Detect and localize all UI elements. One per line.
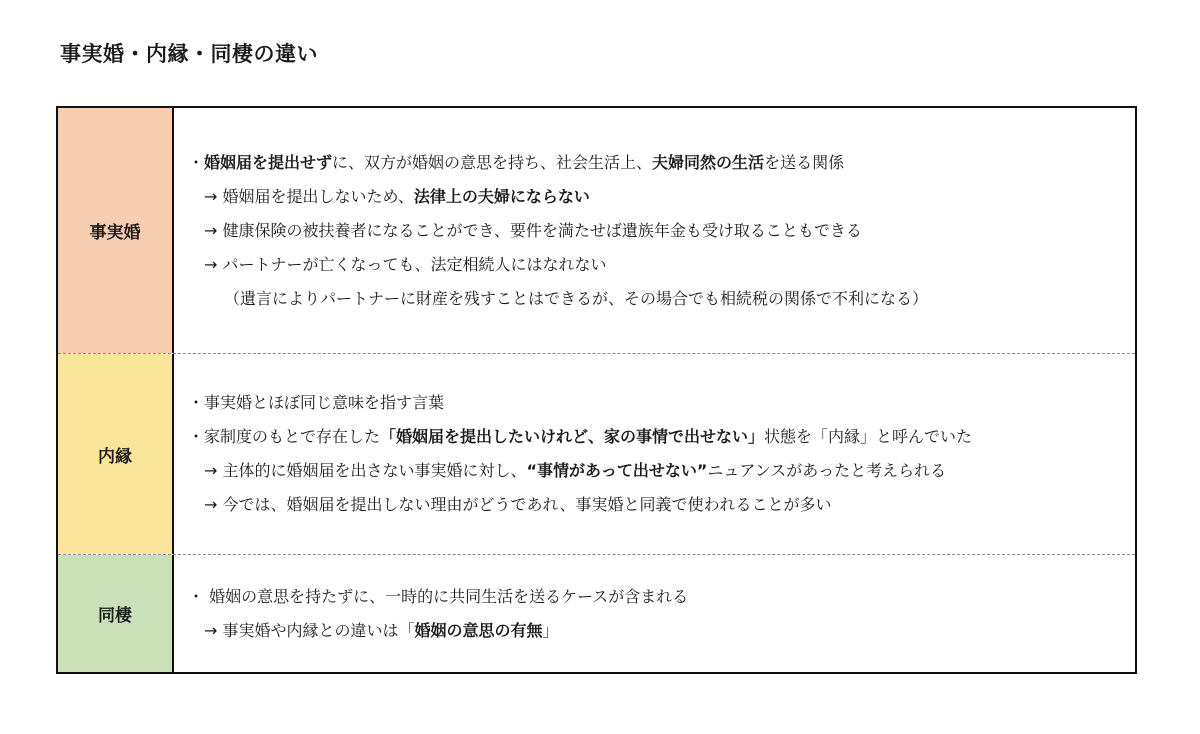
content-line: → パートナーが亡くなっても、法定相続人にはなれない (204, 254, 607, 274)
content-line: → 今では、婚姻届を提出しない理由がどうであれ、事実婚と同義で使われることが多い (204, 495, 832, 514)
content-line: → 健康保険の被扶養者になることができ、要件を満たせば遺族年金も受け取ることもできる (204, 220, 862, 240)
content-line: → 婚姻届を提出しないため、法律上の夫婦にならない (204, 186, 590, 206)
row-jijitsukon (58, 108, 1135, 353)
content-line: ・ 婚姻の意思を持たずに、一時的に共同生活を送るケースが含まれる (188, 586, 689, 606)
content-line: ・事実婚とほぼ同じ意味を指す言葉 (188, 393, 445, 412)
row-label: 内縁 (58, 354, 174, 554)
content-line: ・婚姻届を提出せずに、双方が婚姻の意思を持ち、社会生活上、夫婦同然の生活を送る関係 (188, 152, 845, 172)
row-dousei (58, 554, 1135, 672)
content-line: → 主体的に婚姻届を出さない事実婚に対し、“事情があって出せない”ニュアンスがあったと考えられる (204, 461, 947, 480)
page-title: 事実婚・内縁・同棲の違い (60, 42, 318, 66)
row-label: 同棲 (58, 555, 174, 672)
row-content (174, 354, 1135, 554)
row-content (174, 108, 1135, 353)
row-content (174, 555, 1135, 672)
content-line: ・家制度のもとで存在した「婚姻届を提出したいけれど、家の事情で出せない」状態を「内縁」と呼んでいた (188, 427, 973, 446)
row-label: 事実婚 (58, 108, 174, 353)
content-line: → 事実婚や内縁との違いは「婚姻の意思の有無」 (204, 620, 559, 640)
row-naien (58, 353, 1135, 554)
comparison-table (56, 106, 1137, 674)
content-line: （遺言によりパートナーに財産を残すことはできるが、その場合でも相続税の関係で不利になる） (224, 288, 929, 308)
